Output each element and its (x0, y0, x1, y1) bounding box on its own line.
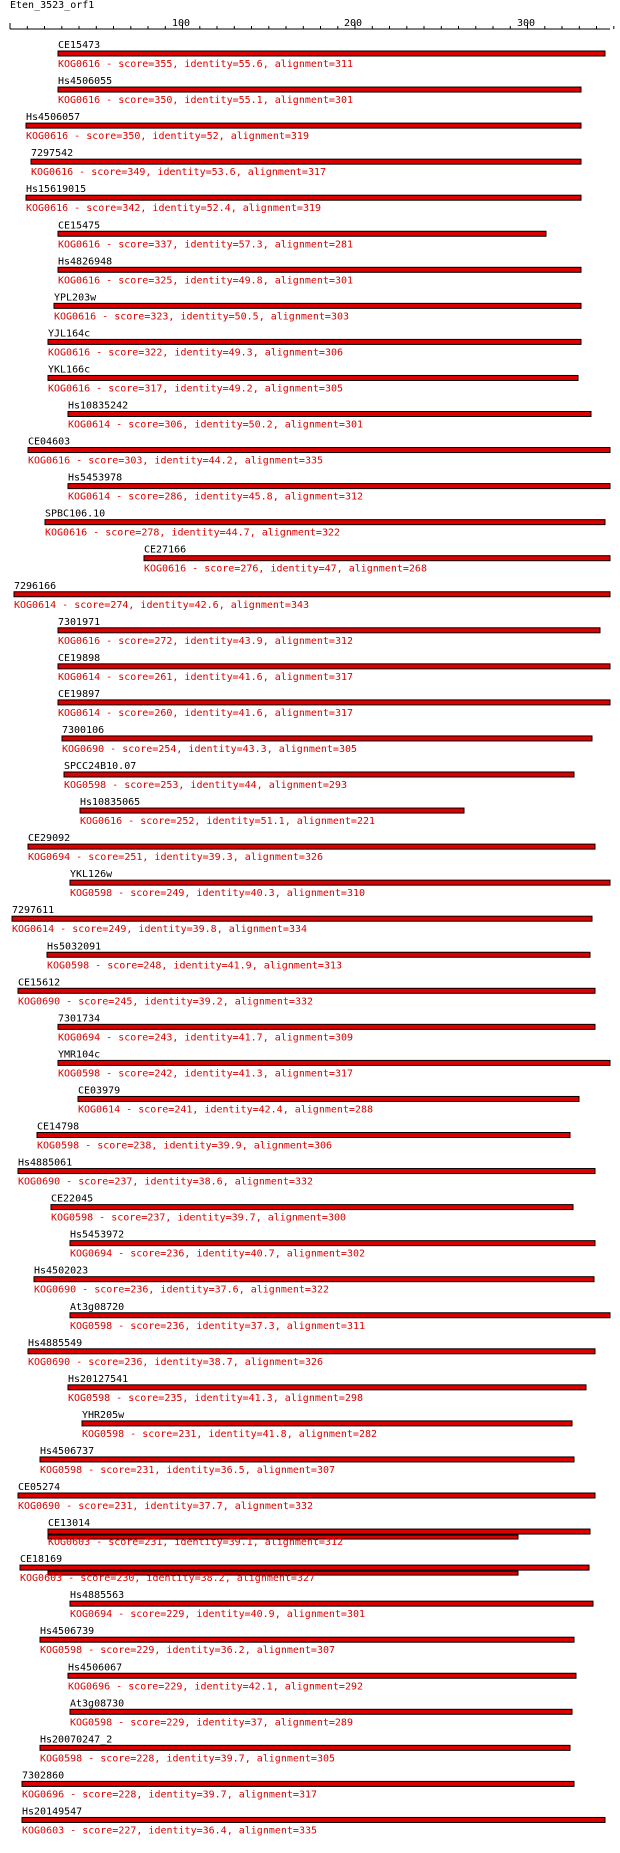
hit-row (14, 581, 610, 611)
hit-name: Hs5453978 (68, 472, 123, 484)
hit-description: KOG0694 - score=251, identity=39.3, alignment=326 (28, 852, 324, 864)
hit-description: KOG0598 - score=237, identity=39.7, alignment=300 (51, 1212, 347, 1224)
hit-description: KOG0614 - score=286, identity=45.8, alignment=312 (68, 491, 364, 503)
hit-description: KOG0616 - score=252, identity=51.1, alignment=221 (80, 816, 376, 828)
hit-bar (34, 1277, 594, 1282)
hit-bar (68, 1673, 576, 1678)
hit-bar (28, 448, 610, 453)
hit-name: YMR104c (58, 1049, 101, 1061)
hit-bar (51, 1205, 573, 1210)
hit-name: Hs4826948 (58, 256, 113, 268)
hit-description: KOG0694 - score=236, identity=40.7, alignment=302 (70, 1248, 366, 1260)
hit-row (58, 1049, 610, 1079)
hit-description: KOG0690 - score=236, identity=38.7, alignment=326 (28, 1356, 324, 1368)
hit-name: Hs10835242 (68, 400, 129, 412)
hit-description: KOG0690 - score=254, identity=43.3, alignment=305 (62, 743, 358, 755)
hit-row (68, 401, 591, 431)
hit-bar (40, 1637, 574, 1642)
hit-row (40, 1626, 574, 1656)
hit-bar (26, 195, 581, 200)
hit-name: Hs20127541 (68, 1373, 129, 1385)
hit-row (64, 761, 574, 791)
hit-name: Hs4506737 (40, 1445, 95, 1457)
hit-row (80, 797, 464, 827)
hit-bar (70, 1709, 572, 1714)
hit-description: KOG0598 - score=248, identity=41.9, alignment=313 (47, 960, 343, 972)
hit-description: KOG0690 - score=237, identity=38.6, alignment=332 (18, 1176, 314, 1188)
hit-bar (58, 700, 610, 705)
hit-row (45, 509, 605, 539)
hit-name: YKL166c (48, 364, 91, 376)
hit-description: KOG0690 - score=245, identity=39.2, alignment=332 (18, 996, 314, 1008)
hit-name: CE03979 (78, 1085, 121, 1097)
hit-name: SPBC106.10 (45, 508, 106, 520)
hit-bar (28, 1349, 595, 1354)
hit-name: Hs4885061 (18, 1157, 73, 1169)
hit-name: CE19897 (58, 688, 101, 700)
hit-description: KOG0598 - score=236, identity=37.3, alignment=311 (70, 1320, 366, 1332)
hit-description: KOG0614 - score=261, identity=41.6, alignment=317 (58, 671, 354, 683)
hit-row (48, 328, 581, 358)
hit-bar (68, 412, 591, 417)
hit-description: KOG0616 - score=278, identity=44.7, alignment=322 (45, 527, 341, 539)
axis-tick-label-200: 200 (343, 18, 363, 29)
hit-bar (48, 339, 581, 344)
hit-name: YKL126w (70, 869, 113, 881)
hit-bar (58, 1024, 595, 1029)
hit-row (70, 1230, 595, 1260)
hit-name: YPL203w (54, 292, 97, 304)
hit-description: KOG0598 - score=235, identity=41.3, alignment=298 (68, 1392, 364, 1404)
hit-name: Hs5453972 (70, 1229, 125, 1241)
hit-name: 7301971 (58, 616, 101, 628)
hit-description: KOG0598 - score=242, identity=41.3, alignment=317 (58, 1068, 354, 1080)
hit-name: YJL164c (48, 328, 91, 340)
hit-description: KOG0616 - score=349, identity=53.6, alignment=317 (31, 167, 327, 179)
hit-description: KOG0603 - score=231, identity=39.1, alignment=312 (48, 1537, 344, 1549)
hit-name: At3g08720 (70, 1301, 125, 1313)
hit-bar (58, 1060, 610, 1065)
hit-row (58, 40, 605, 70)
hit-name: Hs10835065 (80, 797, 141, 809)
hit-description: KOG0598 - score=231, identity=41.8, alignment=282 (82, 1428, 378, 1440)
hit-row (70, 1302, 610, 1332)
hit-description: KOG0696 - score=228, identity=39.7, alignment=317 (22, 1789, 318, 1801)
hit-row (26, 112, 581, 142)
hit-description: KOG0690 - score=236, identity=37.6, alignment=322 (34, 1284, 330, 1296)
hit-row (47, 941, 590, 971)
hit-list (12, 40, 610, 1836)
hit-bar (78, 1096, 579, 1101)
axis-tick-label-300: 300 (516, 18, 536, 29)
hit-description: KOG0598 - score=231, identity=36.5, alignment=307 (40, 1464, 336, 1476)
hit-bar (58, 231, 546, 236)
hit-name: Hs4885563 (70, 1590, 125, 1602)
hit-name: CE05274 (18, 1482, 61, 1493)
hit-bar (31, 159, 581, 164)
hit-row (37, 1122, 570, 1152)
hit-description: KOG0603 - score=227, identity=36.4, alignment=335 (22, 1825, 318, 1837)
hit-bar (18, 1169, 595, 1174)
hit-name: CE15612 (18, 977, 61, 989)
hit-bar (70, 1241, 595, 1246)
hit-bar (18, 988, 595, 993)
hit-name: 7301734 (58, 1013, 101, 1025)
hit-row (28, 833, 595, 863)
hit-bar (26, 123, 581, 128)
hit-name: Hs4506739 (40, 1626, 95, 1638)
hit-name: Hs4502023 (34, 1265, 89, 1277)
hit-name: CE18169 (20, 1554, 63, 1566)
hit-row (28, 1338, 595, 1368)
hit-bar (20, 1565, 589, 1570)
hit-row (58, 76, 581, 106)
hit-description: KOG0616 - score=303, identity=44.2, alignment=335 (28, 455, 324, 467)
hit-bar (48, 375, 578, 380)
hit-description: KOG0614 - score=306, identity=50.2, alignment=301 (68, 419, 364, 431)
hit-row (18, 1158, 595, 1188)
hit-row (58, 617, 600, 647)
hit-row (70, 869, 610, 899)
hit-description: KOG0616 - score=325, identity=49.8, alignment=301 (58, 275, 354, 287)
hit-row (58, 653, 610, 683)
hit-bar (58, 51, 605, 56)
hit-row (34, 1266, 594, 1296)
hit-description: KOG0616 - score=276, identity=47, alignment=268 (144, 563, 427, 575)
hit-bar (58, 664, 610, 669)
hit-bar (70, 880, 610, 885)
hit-name: CE14798 (37, 1121, 80, 1133)
hit-row (48, 364, 578, 394)
hit-bar (22, 1817, 605, 1822)
hit-description: KOG0616 - score=323, identity=50.5, alignment=303 (54, 311, 350, 323)
hit-name: 7297542 (31, 148, 74, 160)
hit-description: KOG0603 - score=230, identity=38.2, alignment=327 (20, 1573, 316, 1585)
hit-row (70, 1590, 593, 1620)
hit-bar (28, 844, 595, 849)
hit-row (18, 1482, 595, 1512)
hit-row (144, 545, 610, 575)
hit-bar (58, 87, 581, 92)
hit-row (51, 1194, 573, 1224)
hit-bar (82, 1421, 572, 1426)
hit-bar (70, 1601, 593, 1606)
hit-row (82, 1410, 572, 1440)
hit-description: KOG0690 - score=231, identity=37.7, alignment=332 (18, 1501, 314, 1512)
hit-name: CE13014 (48, 1518, 91, 1530)
hit-description: KOG0598 - score=228, identity=39.7, alignment=305 (40, 1753, 336, 1765)
query-title: Eten_3523_orf1 (10, 0, 95, 11)
hit-row (22, 1806, 605, 1836)
hit-bar (22, 1781, 574, 1786)
hit-description: KOG0616 - score=337, identity=57.3, alignment=281 (58, 239, 354, 251)
hit-name: Hs4506057 (26, 112, 81, 124)
hit-description: KOG0614 - score=274, identity=42.6, alignment=343 (14, 599, 310, 611)
hit-bar (58, 267, 581, 272)
hit-description: KOG0616 - score=317, identity=49.2, alignment=305 (48, 383, 344, 395)
hit-name: At3g08730 (70, 1698, 125, 1710)
hit-row (40, 1734, 570, 1764)
hit-name: 7300106 (62, 724, 105, 736)
hit-row (68, 1662, 576, 1692)
hit-name: Hs4506055 (58, 76, 113, 88)
hit-name: 7296166 (14, 580, 57, 592)
hit-row (62, 725, 592, 755)
hit-row (31, 148, 581, 178)
hit-row (70, 1698, 572, 1728)
hit-bar (45, 520, 605, 525)
hit-row (58, 1013, 595, 1043)
hit-bar (144, 556, 610, 561)
hit-name: Hs4506067 (68, 1662, 123, 1674)
hit-description: KOG0614 - score=249, identity=39.8, alignment=334 (12, 924, 308, 936)
hit-name: Hs20149547 (22, 1806, 83, 1818)
hit-row (58, 256, 581, 286)
hit-bar (54, 303, 581, 308)
hit-row (68, 473, 610, 503)
hit-name: Hs15619015 (26, 184, 87, 196)
hit-bar (70, 1313, 610, 1318)
hit-row (58, 689, 610, 719)
hit-name: SPCC24B10.07 (64, 761, 137, 772)
hit-description: KOG0616 - score=355, identity=55.6, alignment=311 (58, 59, 354, 70)
hit-bar (68, 484, 610, 489)
hit-row (18, 977, 595, 1007)
hit-description: KOG0694 - score=229, identity=40.9, alignment=301 (70, 1609, 366, 1621)
hit-description: KOG0616 - score=272, identity=43.9, alignment=312 (58, 635, 354, 647)
hit-description: KOG0598 - score=229, identity=36.2, alignment=307 (40, 1645, 336, 1657)
hit-name: YHR205w (82, 1409, 125, 1421)
hit-bar (40, 1745, 570, 1750)
hit-description: KOG0616 - score=342, identity=52.4, alignment=319 (26, 203, 322, 215)
hit-bar (68, 1385, 586, 1390)
hit-description: KOG0598 - score=249, identity=40.3, alignment=310 (70, 888, 366, 900)
hit-row (58, 220, 546, 250)
hit-name: 7297611 (12, 905, 55, 917)
hit-description: KOG0614 - score=260, identity=41.6, alignment=317 (58, 707, 354, 719)
hit-name: CE27166 (144, 544, 187, 556)
hit-name: CE22045 (51, 1193, 94, 1205)
hit-row (20, 1554, 589, 1584)
hit-bar (64, 772, 574, 777)
hit-row (28, 437, 610, 467)
hit-description: KOG0598 - score=229, identity=37, alignment=289 (70, 1717, 353, 1729)
hit-name: CE04603 (28, 436, 71, 448)
hit-description: KOG0696 - score=229, identity=42.1, alignment=292 (68, 1681, 364, 1693)
hit-row (12, 905, 592, 935)
hit-name: CE15475 (58, 220, 101, 232)
hit-bar (18, 1493, 595, 1498)
hit-row (22, 1770, 574, 1800)
hit-name: Hs20070247_2 (40, 1734, 113, 1746)
axis-tick-label-100: 100 (171, 18, 191, 29)
hit-bar (14, 592, 610, 597)
hit-description: KOG0598 - score=238, identity=39.9, alignment=306 (37, 1140, 333, 1152)
hit-description: KOG0694 - score=243, identity=41.7, alignment=309 (58, 1032, 354, 1044)
hit-name: 7302860 (22, 1770, 65, 1782)
hit-row (48, 1518, 590, 1548)
hit-name: CE15473 (58, 40, 101, 51)
hit-row (78, 1085, 579, 1115)
hit-row (40, 1446, 574, 1476)
hit-row (26, 184, 581, 214)
hit-row (54, 292, 581, 322)
hit-bar (80, 808, 464, 813)
hit-bar (12, 916, 592, 921)
hit-bar (48, 1529, 590, 1534)
hit-bar (47, 952, 590, 957)
hit-name: Hs4885549 (28, 1337, 83, 1349)
hit-description: KOG0616 - score=322, identity=49.3, alignment=306 (48, 347, 344, 359)
hit-description: KOG0598 - score=253, identity=44, alignment=293 (64, 780, 347, 791)
hit-description: KOG0614 - score=241, identity=42.4, alignment=288 (78, 1104, 374, 1116)
hit-description: KOG0616 - score=350, identity=52, alignment=319 (26, 131, 309, 143)
hit-description: KOG0616 - score=350, identity=55.1, alignment=301 (58, 95, 354, 107)
diagram-header (10, 0, 614, 29)
hit-name: CE29092 (28, 833, 71, 845)
hit-name: CE19898 (58, 652, 101, 664)
hit-bar (62, 736, 592, 741)
hit-bar (40, 1457, 574, 1462)
hit-bar (58, 628, 600, 633)
hit-bar (37, 1133, 570, 1138)
hit-name: Hs5032091 (47, 941, 102, 953)
hit-row (68, 1374, 586, 1404)
